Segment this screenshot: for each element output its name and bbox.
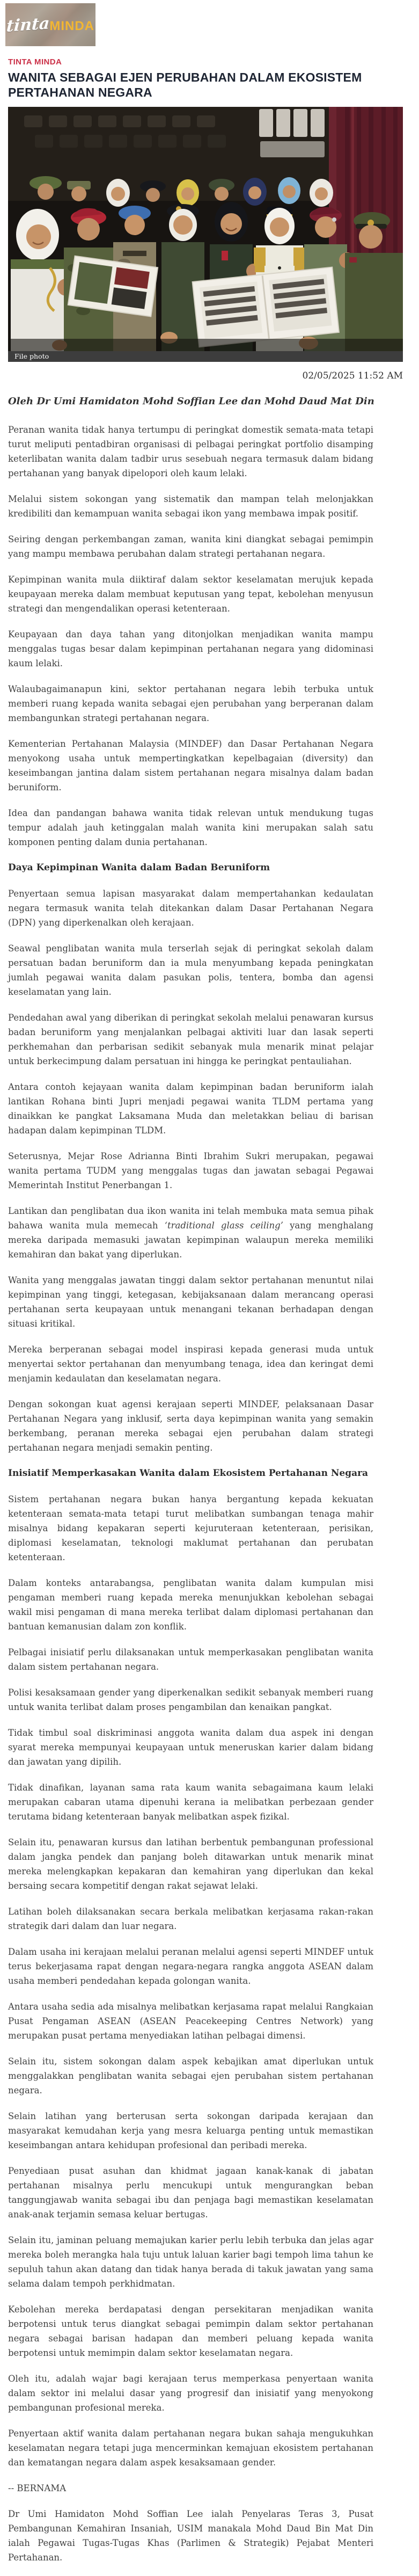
article-paragraph: Sistem pertahanan negara bukan hanya bergantung kepada kekuatan ketenteraan semata-mata tetapi turut melibatkan sumbangan tenaga mahir misalnya bidang kepakaran seperti kejuruteraan ketenteraan, perisikan, diplomasi keselamatan, teknologi maklumat pertahanan dan perubatan ketenteraan. <box>8 1494 373 1563</box>
article-paragraph: Idea dan pandangan bahawa wanita tidak relevan untuk mendukung tugas tempur adalah jauh ketinggalan malah wanita kini merupakan salah satu komponen penting dalam dunia pertahanan. <box>8 808 373 848</box>
article-paragraph: Selain itu, sistem sokongan dalam aspek kebajikan amat diperlukan untuk menggalakkan penglibatan wanita sebagai ejen perubahan sistem pertahanan negara. <box>8 2056 373 2096</box>
article-paragraph: Melalui sistem sokongan yang sistematik dan mampan telah melonjakkan kredibiliti dan kemampuan wanita sebagai ikon yang membawa impak positif. <box>8 494 373 519</box>
article-paragraph: Pelbagai inisiatif perlu dilaksanakan untuk memperkasakan penglibatan wanita dalam sistem pertahanan negara. <box>8 1647 373 1672</box>
article-paragraph: Antara contoh kejayaan wanita dalam kepimpinan badan beruniform ialah lantikan Rohana binti Jupri menjadi pegawai wanita TLDM pertama yang dinaikkan ke pangkat Laksamana Muda dan meletakkan beliau di barisan hadapan dalam kepimpinan TLDM. <box>8 1082 373 1136</box>
article-paragraph: Tidak timbul soal diskriminasi anggota wanita dalam dua aspek ini dengan syarat mereka mempunyai keupayaan untuk meneruskan karier dalam bidang dan jawatan yang dipilih. <box>8 1728 373 1767</box>
section-heading: Daya Kepimpinan Wanita dalam Badan Beruniform <box>8 862 270 874</box>
page-title: WANITA SEBAGAI EJEN PERUBAHAN DALAM EKOSISTEM PERTAHANAN NEGARA <box>8 70 362 99</box>
article-paragraph: Dalam usaha ini kerajaan melalui peranan melalui agensi seperti MINDEF untuk terus bekerjasama rapat dengan negara-negara rangka anggota ASEAN dalam usaha memberi pendedahan kepada golongan wanita. <box>8 1947 373 1986</box>
article-paragraph: Selain latihan yang berterusan serta sokongan daripada kerajaan dan masyarakat kemudahan kerja yang mesra keluarga penting untuk memastikan keseimbangan antara kehidupan profesional dan peribadi mereka. <box>8 2111 373 2151</box>
article-photo-illustration <box>8 107 403 351</box>
article-paragraph: Penyertaan semua lapisan masyarakat dalam mempertahankan kedaulatan negara termasuk wanita telah ditekankan dalam Dasar Pertahanan Negara (DPN) yang diperkenalkan oleh kerajaan. <box>8 889 373 928</box>
publish-timestamp: 02/05/2025 11:52 AM <box>302 370 403 382</box>
site-logo-bold-text: MINDA <box>49 19 95 33</box>
article-paragraph: Selain itu, jaminan peluang memajukan karier perlu lebih terbuka dan jelas agar mereka boleh merangka hala tuju untuk laluan karier bagi tempoh lima tahun ke sepuluh tahun akan datang dan tidak hanya berada di takuk jawatan yang sama selama dalam tempoh perkhidmatan. <box>8 2235 373 2289</box>
article-paragraph: Kebolehan mereka berdapatasi dengan persekitaran menjadikan wanita berpotensi untuk terus diangkat sebagai pemimpin dalam sektor pertahanan negara sebagai barisan hadapan dan memberi peluang kepada wanita berpotensi untuk memimpin dalam sektor keselamatan negara. <box>8 2304 373 2359</box>
article-page <box>0 3 411 2565</box>
article-paragraph: Latihan boleh dilaksanakan secara berkala melibatkan kerjasama rakan-rakan strategik dari dalam dan luar negara. <box>8 1906 373 1932</box>
article-paragraph: Oleh itu, adalah wajar bagi kerajaan terus memperkasa penyertaan wanita dalam sektor ini melalui dasar yang progresif dan inisiatif yang menyokong pembangunan profesional mereka. <box>8 2374 373 2413</box>
article-paragraph: Mereka berperanan sebagai model inspirasi kepada generasi muda untuk menyertai sektor pertahanan dan menyumbang tenaga, idea dan keringat demi menjamin kedaulatan dan keselamatan negara. <box>8 1344 373 1384</box>
article-paragraph: Dalam konteks antarabangsa, penglibatan wanita dalam kumpulan misi pengaman memberi ruang kepada mereka menunjukkan kebolehan sebagai wakil misi pengaman di mana mereka terlibat dalam diplomasi pertahanan dan bantuan kemanusian dalam zon konflik. <box>8 1578 373 1632</box>
article-paragraph: -- BERNAMA <box>8 2483 67 2494</box>
article-paragraph: Tidak dinafikan, layanan sama rata kaum wanita sebagaimana kaum lelaki merupakan cabaran utama dipenuhi kerana ia melibatkan perbezaan gender terutama bidang ketenteraan banyak melibatkan aspek fizikal. <box>8 1782 373 1822</box>
article-paragraph: Dengan sokongan kuat agensi kerajaan seperti MINDEF, pelaksanaan Dasar Pertahanan Negara yang inklusif, serta daya kepimpinan wanita yang semakin berkembang, peranan mereka sebagai ejen perubahan dalam strategi pertahanan negara menjadi semakin penting. <box>8 1399 373 1453</box>
article-paragraph: Seawal penglibatan wanita mula terserlah sejak di peringkat sekolah dalam persatuan badan beruniform dan ia mula menyumbang kepada peningkatan jumlah pegawai wanita dalam pasukan polis, tentera, bomba dan agensi keselamatan yang lain. <box>8 943 373 998</box>
article-paragraph: Keupayaan dan daya tahan yang ditonjolkan menjadikan wanita mampu menggalas tugas besar dalam kepimpinan pertahanan negara yang didominasi kaum lelaki. <box>8 629 373 669</box>
article-paragraph: Selain itu, penawaran kursus dan latihan berbentuk pembangunan professional dalam jangka pendek dan panjang boleh ditawarkan untuk menarik minat mereka melengkapkan kepakaran dan kemahiran yang diperlukan dan kekal bersaing secara kompetitif dengan rakat sejawat lelaki. <box>8 1837 373 1891</box>
article-paragraph: Kepimpinan wanita mula diiktiraf dalam sektor keselamatan merujuk kepada keupayaan mereka dalam membuat keputusan yang tepat, kebolehan menyusun strategi dan mengendalikan operasi ketenteraan. <box>8 574 373 614</box>
article-paragraph: Wanita yang menggalas jawatan tinggi dalam sektor pertahanan menuntut nilai kepimpinan yang tinggi, ketegasan, kebijaksanaan dalam merancang operasi pertahanan serta keupayaan untuk menangani tekanan berhadapan dengan situasi kritikal. <box>8 1275 373 1329</box>
site-logo-script-text: tinta <box>5 13 50 36</box>
article-paragraph: Dr Umi Hamidaton Mohd Soffian Lee ialah Penyelaras Teras 3, Pusat Pembangunan Kemahiran Insaniah, USIM manakala Mohd Daud Bin Mat Din ialah Pegawai Tugas-Tugas Khas (Parlimen & Strategik) Pejabat Menteri Pertahanan. <box>8 2509 373 2563</box>
article-paragraph: Penyertaan aktif wanita dalam pertahanan negara bukan sahaja mengukuhkan keselamatan negara tetapi juga mencerminkan kemajuan ekosistem pertahanan dan kematangan negara dalam aspek kesaksamaan gender. <box>8 2428 373 2468</box>
article-paragraph: Peranan wanita tidak hanya tertumpu di peringkat domestik semata-mata tetapi turut meliputi pentadbiran organisasi di pelbagai peringkat portfolio disamping keterlibatan wanita dalam tadbir urus sesebuah negara termasuk dalam bidang pertahanan yang banyak dipelopori oleh kaum lelaki. <box>8 425 373 479</box>
photo-caption: File photo <box>8 351 403 362</box>
article-paragraph: Penyediaan pusat asuhan dan khidmat jagaan kanak-kanak di jabatan pertahanan misalnya perlu mencukupi untuk mengurangkan beban tanggungjawab wanita sebagai ibu dan penjaga bagi memastikan keselamatan anak-anak terjamin semasa keluar bertugas. <box>8 2166 373 2220</box>
category-link[interactable]: TINTA MINDA <box>8 57 62 67</box>
article-paragraph: Polisi kesaksamaan gender yang diperkenalkan sedikit sebanyak memberi ruang untuk wanita terlibat dalam proses pengambilan dan kenaikan pangkat. <box>8 1687 373 1713</box>
article-paragraph: Seiring dengan perkembangan zaman, wanita kini diangkat sebagai pemimpin yang mampu membawa perubahan dalam strategi pertahanan negara. <box>8 534 373 559</box>
article-paragraph: Walaubagaimanapun kini, sektor pertahanan negara lebih terbuka untuk memberi ruang kepada wanita sebagai ejen perubahan yang berperanan dalam membangunkan strategi pertahanan negara. <box>8 684 373 724</box>
article-paragraph: Pendedahan awal yang diberikan di peringkat sekolah melalui penawaran kursus badan beruniform yang menjalankan pelbagai aktiviti luar dan lasak seperti perkhemahan dan perbarisan sedikit sebanyak mula menarik minat pelajar untuk berkecimpung dalam persatuan ini hingga ke peringkat pentauliahan. <box>8 1013 373 1067</box>
byline: Oleh Dr Umi Hamidaton Mohd Soffian Lee dan Mohd Daud Mat Din <box>8 396 374 407</box>
article-paragraph: Lantikan dan penglibatan dua ikon wanita ini telah membuka mata semua pihak bahawa wanita mula memecah ‘traditional glass ceiling’ yang menghalang mereka daripada memasuki jawatan kepimpinan walaupun mereka memiliki kemahiran dan bakat yang diperlukan. <box>8 1206 373 1260</box>
article-body <box>8 423 411 2565</box>
article-paragraph: Seterusnya, Mejar Rose Adrianna Binti Ibrahim Sukri merupakan, pegawai wanita pertama TUDM yang menggalas tugas dan jawatan sebagai Pegawai Memerintah Institut Penerbangan 1. <box>8 1151 373 1191</box>
site-logo[interactable] <box>5 3 95 46</box>
article-photo <box>8 107 403 362</box>
section-heading: Inisiatif Memperkasakan Wanita dalam Ekosistem Pertahanan Negara <box>8 1468 369 1479</box>
article-paragraph: Antara usaha sedia ada misalnya melibatkan kerjasama rapat melalui Rangkaian Pusat Pengaman ASEAN (ASEAN Peacekeeping Centres Network) yang merupakan pusat pertama menyediakan latihan pelbagai dimensi. <box>8 2002 373 2041</box>
article-paragraph: Kementerian Pertahanan Malaysia (MINDEF) dan Dasar Pertahanan Negara menyokong usaha untuk mempertingkatkan kepelbagaian (diversity) dan keseimbangan jantina dalam sistem pertahanan negara misalnya dalam badan beruniform. <box>8 739 373 793</box>
